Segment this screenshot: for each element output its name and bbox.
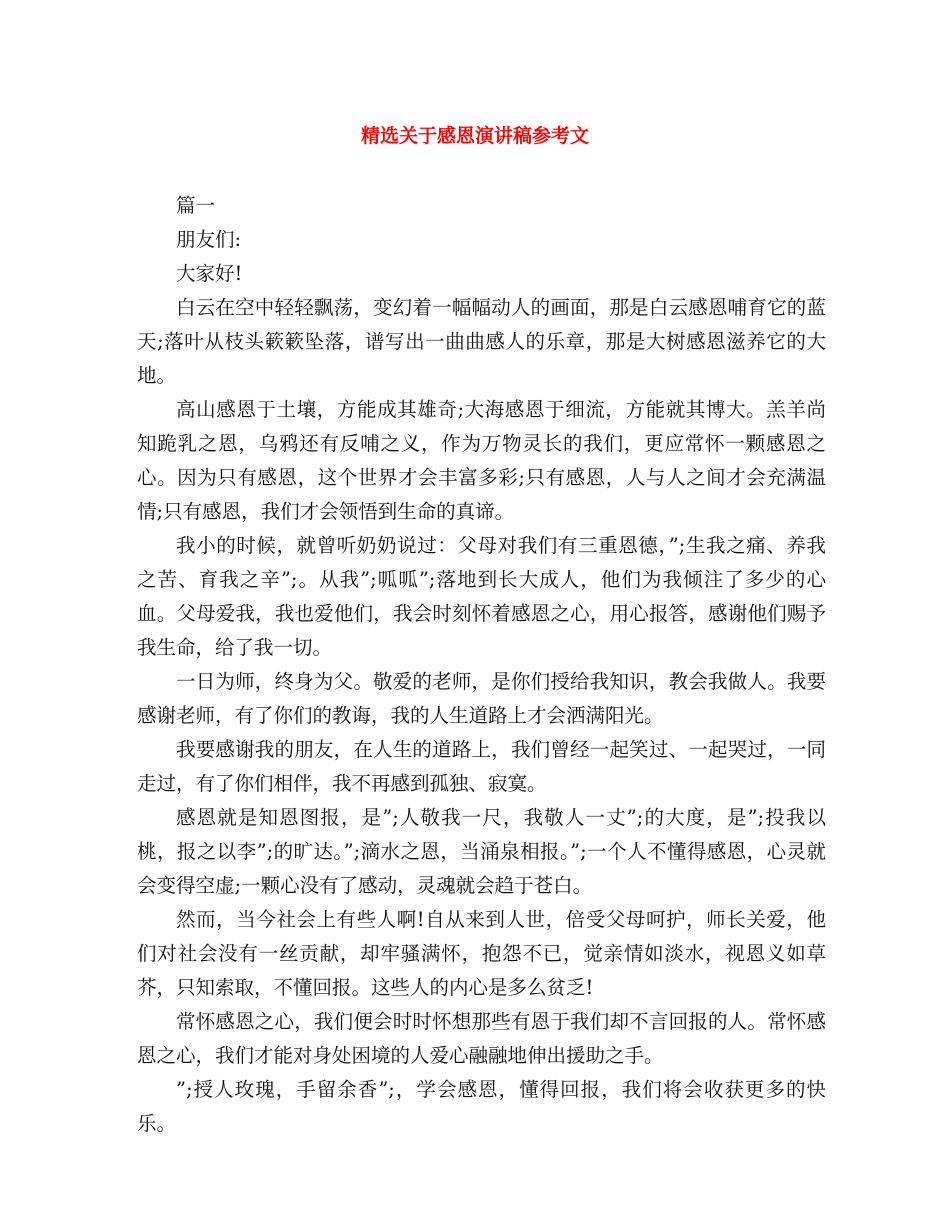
paragraph: 高山感恩于土壤，方能成其雄奇;大海感恩于细流，方能就其博大。羔羊尚知跪乳之恩，乌鸦还有反哺之义，作为万物灵长的我们，更应常怀一颗感恩之心。因为只有感恩，这个世界才会丰富多彩;只有感恩，人与人之间才会充满温情;只有感恩，我们才会领悟到生命的真谛。: [137, 398, 826, 523]
paragraph: 常怀感恩之心，我们便会时时怀想那些有恩于我们却不言回报的人。常怀感恩之心，我们才能对身处困境的人爱心融融地伸出援助之手。: [137, 1010, 826, 1067]
paragraph: 我小的时候，就曾听奶奶说过：父母对我们有三重恩德，”;生我之痛、养我之苦、育我之辛”;。从我”;呱呱”;落地到长大成人，他们为我倾注了多少的心血。父母爱我，我也爱他们，我会时刻怀着感恩之心，用心报答，感谢他们赐予我生命，给了我一切。: [137, 534, 826, 659]
greeting: 大家好!: [176, 262, 243, 285]
salutation: 朋友们:: [176, 228, 242, 251]
paragraph: 感恩就是知恩图报，是”;人敬我一尺，我敬人一丈”;的大度，是”;投我以桃，报之以李”;的旷达。”;滴水之恩，当涌泉相报。”;一个人不懂得感恩，心灵就会变得空虚;一颗心没有了感动，灵魂就会趋于苍白。: [137, 806, 826, 897]
document-title: 精选关于感恩演讲稿参考文: [360, 125, 589, 147]
paragraph: 然而，当今社会上有些人啊!自从来到人世，倍受父母呵护，师长关爱，他们对社会没有一丝贡献，却牢骚满怀，抱怨不已，觉亲情如淡水，视恩义如草芥，只知索取，不懂回报。这些人的内心是多么贫乏!: [137, 908, 826, 999]
section-heading: 篇一: [176, 194, 216, 217]
document-body: [137, 189, 826, 1141]
paragraph: 一日为师，终身为父。敬爱的老师，是你们授给我知识，教会我做人。我要感谢老师，有了你们的教诲，我的人生道路上才会洒满阳光。: [137, 670, 826, 727]
paragraph: 我要感谢我的朋友，在人生的道路上，我们曾经一起笑过、一起哭过，一同走过，有了你们相伴，我不再感到孤独、寂寞。: [137, 738, 826, 795]
paragraph: ”;授人玫瑰，手留余香”;，学会感恩，懂得回报，我们将会收获更多的快乐。: [137, 1078, 826, 1135]
paragraph: 白云在空中轻轻飘荡，变幻着一幅幅动人的画面，那是白云感恩哺育它的蓝天;落叶从枝头簌簌坠落，谱写出一曲曲感人的乐章，那是大树感恩滋养它的大地。: [137, 296, 826, 387]
